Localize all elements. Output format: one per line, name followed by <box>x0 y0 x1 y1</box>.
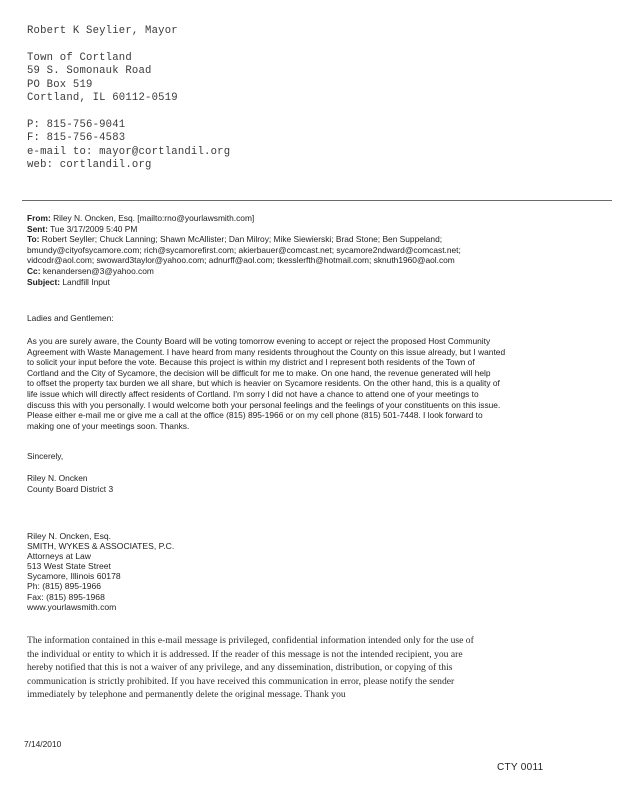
street-address: 59 S. Somonauk Road <box>27 65 152 78</box>
paragraph-line: Cortland and the City of Sycamore, the decision will be difficult for me to make. On one hand, the revenue generated will help <box>27 367 491 378</box>
paragraph-line: life issue which will directly affect residents of Cortland. I'm sorry I did not have a chance to attend one of your meetings to <box>27 388 479 399</box>
firm-website[interactable]: www.yourlawsmith.com <box>27 601 117 612</box>
firm-fax: Fax: (815) 895-1968 <box>27 591 105 602</box>
mayor-line: Robert K Seylier, Mayor <box>27 25 178 37</box>
confidentiality-notice <box>27 634 474 702</box>
disclaimer-line: hereby notified that this is not a waiver of any privilege, and any dissemination, distribution, or copying of this <box>27 662 453 674</box>
firm-block <box>27 531 174 612</box>
body-paragraph <box>27 336 505 431</box>
subject-label: Subject: <box>27 276 61 287</box>
to-row <box>27 234 461 245</box>
paragraph-line: to solicit your input before the vote. Because this project is within my district and I represent both residents of the Town of <box>27 357 475 368</box>
cc-row <box>27 266 461 277</box>
sent-row <box>27 224 461 235</box>
sent-label: Sent: <box>27 223 48 234</box>
from-value: Riley N. Oncken, Esq. [mailto:rno@yourlawsmith.com] <box>53 213 255 223</box>
firm-name: SMITH, WYKES & ASSOCIATES, P.C. <box>27 541 175 552</box>
to-label: To: <box>27 234 40 245</box>
disclaimer-line: the individual or entity to which it is addressed. If the reader of this message is not the intended recipient, you are <box>27 648 463 660</box>
paragraph-line: Agreement with Waste Management. I have heard from many residents throughout the County on this issue already, but I wanted <box>27 346 506 357</box>
closing: Sincerely, <box>27 451 64 461</box>
paragraph-line: Please either e-mail me or give me a call at the office (815) 895-1966 or on my cell phone (815) 501-7448. I look forward to <box>27 410 483 421</box>
paragraph-line: discuss this with you personally. I would welcome both your personal feelings and the feelings of your constituents on this issue. <box>27 399 501 410</box>
subject-value: Landfill Input <box>62 276 110 287</box>
city-state-zip: Cortland, IL 60112-0519 <box>27 92 178 105</box>
sent-value: Tue 3/17/2009 5:40 PM <box>50 223 138 234</box>
website: web: cortlandil.org <box>27 159 152 172</box>
paragraph-line: making one of your meetings soon. Thanks. <box>27 420 190 431</box>
paragraph-line: to offset the property tax burden we all share, but which is heavier on Sycamore residents. On the other hand, this is a quality of <box>27 378 500 389</box>
to-value: Robert Seyller; Chuck Lanning; Shawn McAllister; Dan Milroy; Mike Siewierski; Brad Stone; Ben Suppeland; <box>41 234 443 245</box>
print-date: 7/14/2010 <box>24 739 62 749</box>
firm-city: Sycamore, Illinois 60178 <box>27 571 121 582</box>
disclaimer-line: The information contained in this e-mail message is privileged, confidential information intended only for the use of <box>27 635 474 646</box>
phone: P: 815-756-9041 <box>27 118 126 131</box>
firm-phone: Ph: (815) 895-1966 <box>27 581 102 592</box>
attorney-name: Riley N. Oncken, Esq. <box>27 531 112 541</box>
signer-title: County Board District 3 <box>27 483 114 494</box>
town-name: Town of Cortland <box>27 51 132 64</box>
email: e-mail to: mayor@cortlandil.org <box>27 145 231 158</box>
salutation: Ladies and Gentlemen: <box>27 313 114 323</box>
to-row-continued: vidcodr@aol.com; swoward3taylor@yahoo.com; adnurff@aol.com; tkesslerfth@hotmail.com; sknuth1960@aol.com <box>27 255 455 266</box>
signer-name: Riley N. Oncken <box>27 473 88 483</box>
disclaimer-line: immediately by telephone and permanently delete the original message. Thank you <box>27 689 346 701</box>
po-box: PO Box 519 <box>27 78 93 91</box>
disclaimer-line: communication is strictly prohibited. If you have received this communication in error, please notify the sender <box>27 675 455 687</box>
bates-number: CTY 0011 <box>497 762 544 773</box>
fax: F: 815-756-4583 <box>27 132 126 145</box>
firm-tagline: Attorneys at Law <box>27 551 92 562</box>
from-label: From: <box>27 213 51 223</box>
cc-label: Cc: <box>27 265 41 276</box>
cc-value: kenandersen@3@yahoo.com <box>42 265 154 276</box>
from-row <box>27 213 461 224</box>
to-row-continued: bmundy@cityofsycamore.com; rich@sycamorefirst.com; akierbauer@comcast.net; sycamore2ndward@comcast.net; <box>27 244 461 255</box>
header-divider <box>22 200 612 201</box>
firm-street: 513 West State Street <box>27 561 111 572</box>
email-header <box>27 213 461 287</box>
paragraph-line: As you are surely aware, the County Board will be voting tomorrow evening to accept or reject the proposed Host Community <box>27 336 491 346</box>
signature <box>27 473 113 494</box>
subject-row <box>27 277 461 288</box>
letterhead <box>27 25 230 172</box>
